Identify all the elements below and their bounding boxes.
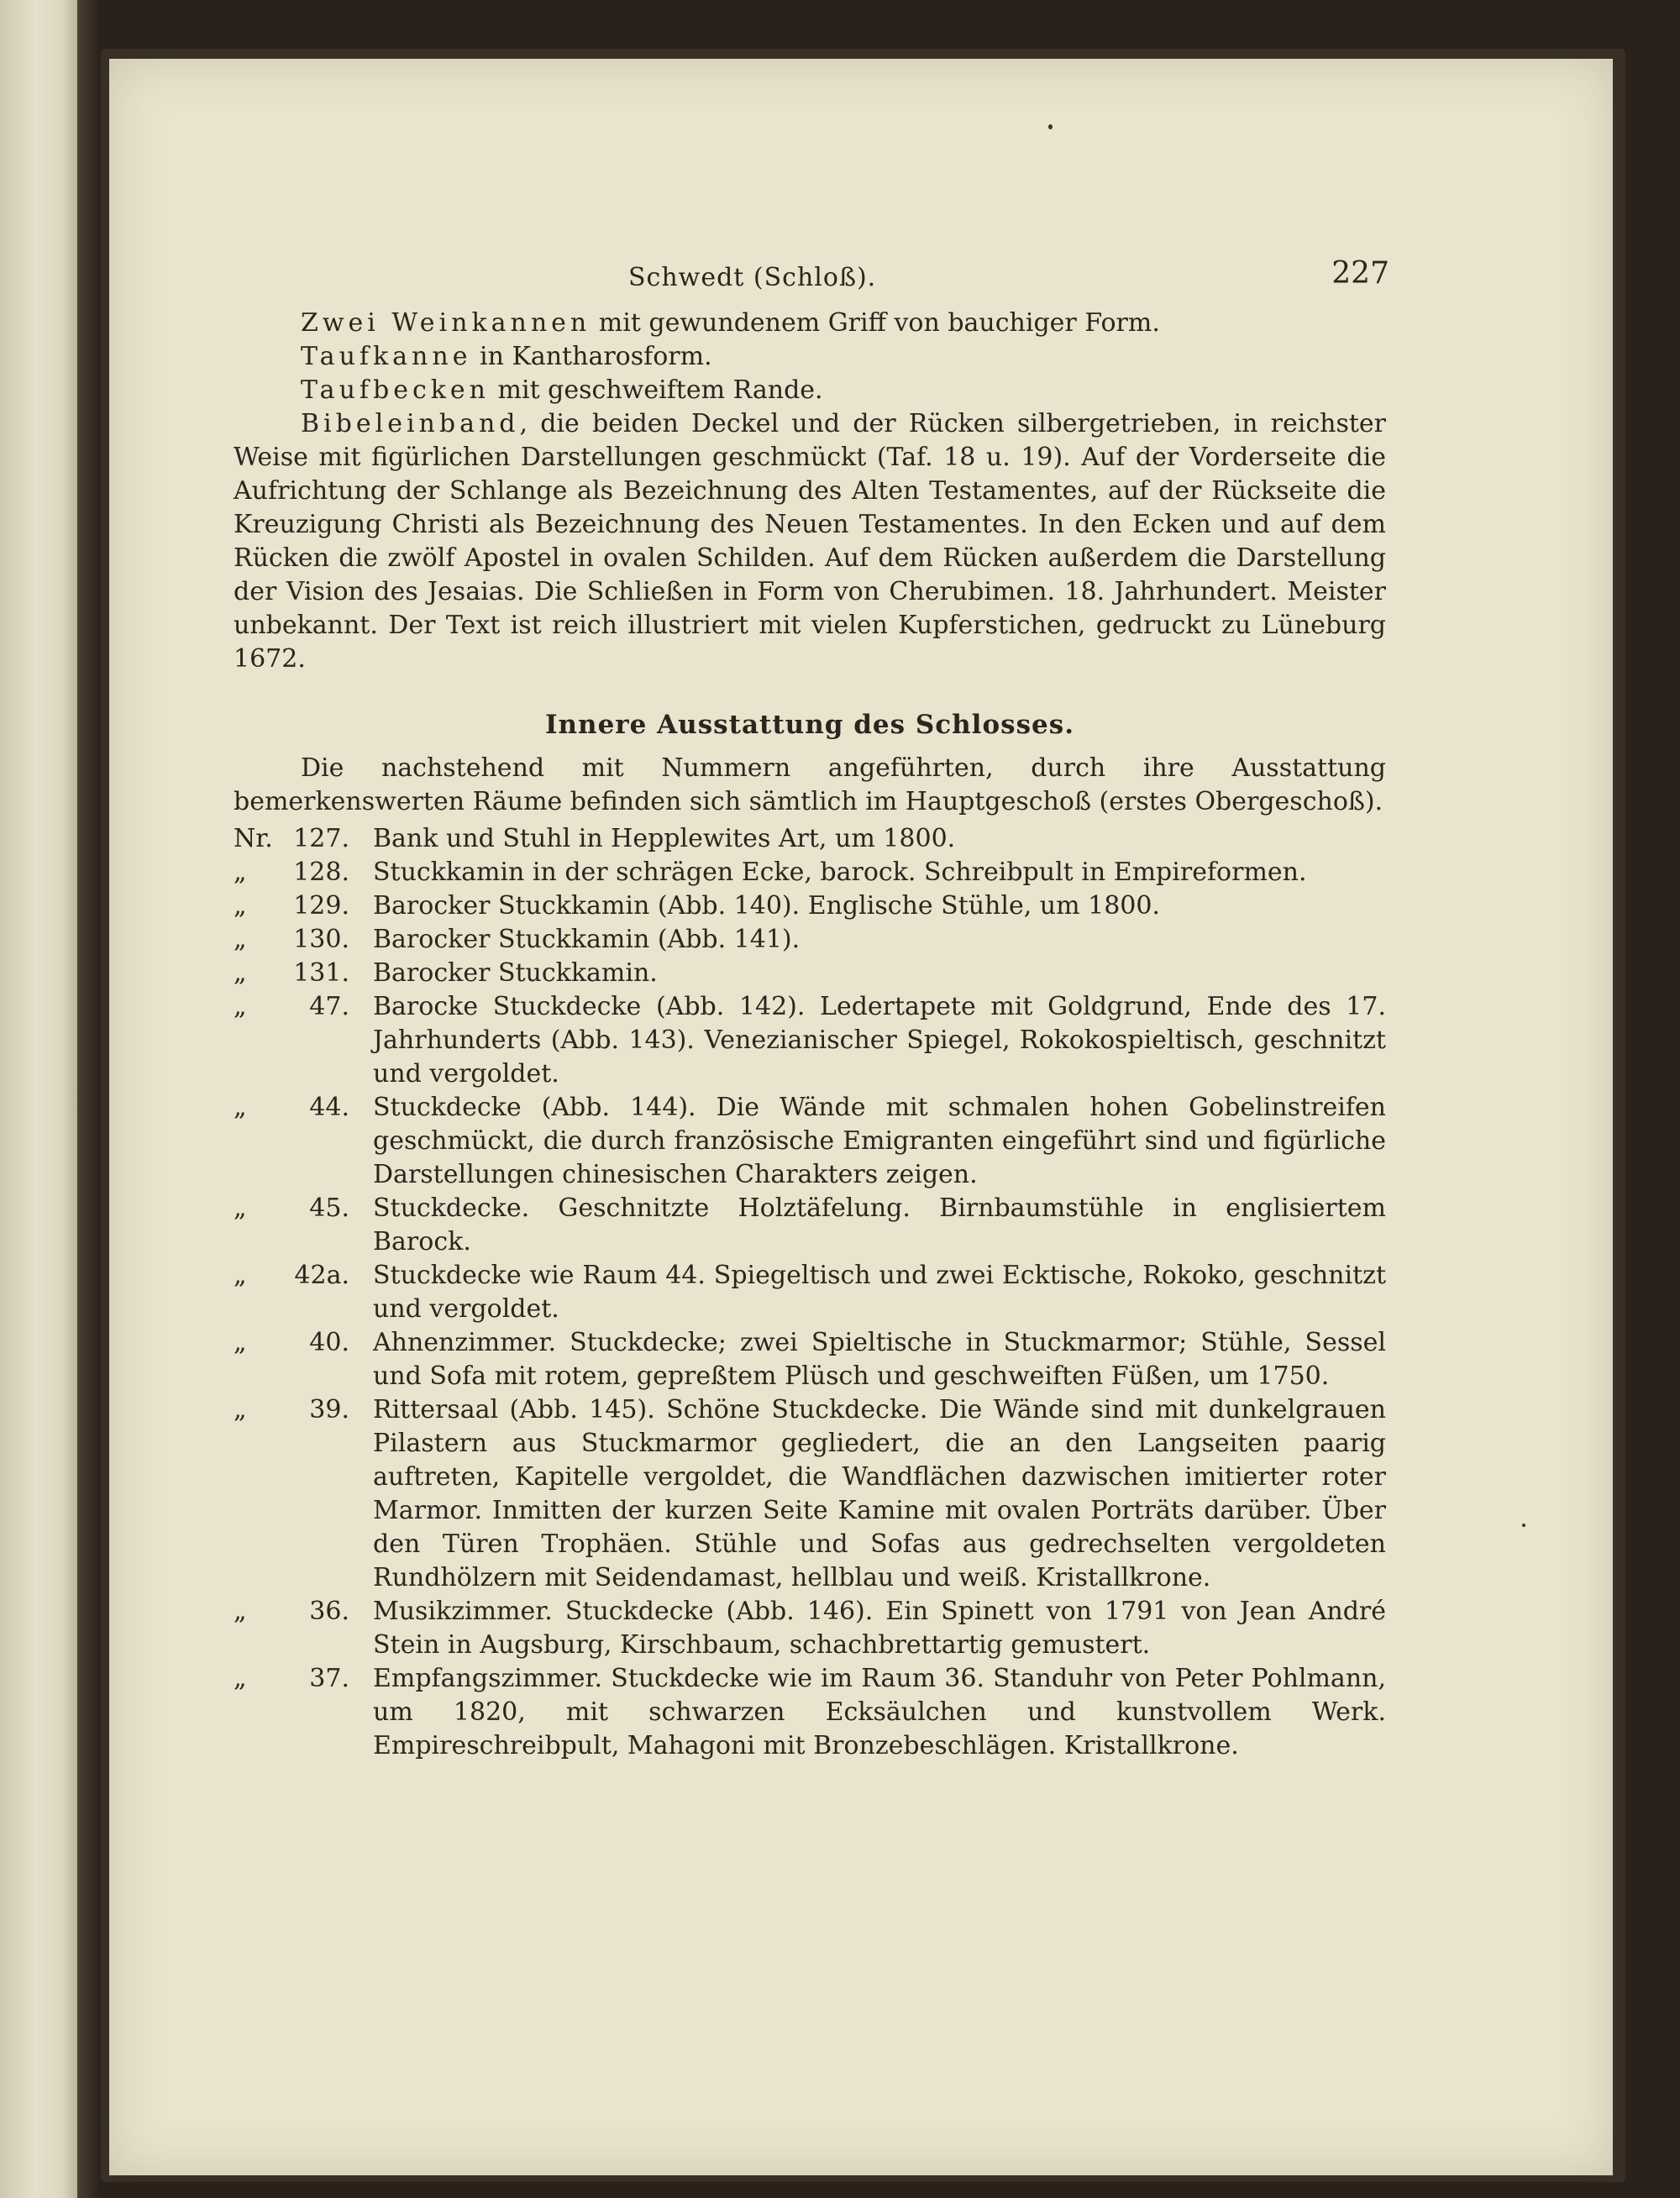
room-entry bbox=[234, 1326, 1386, 1393]
intro-items bbox=[234, 307, 1386, 676]
room-prefix: Nr. bbox=[234, 824, 273, 853]
room-entry bbox=[234, 856, 1386, 889]
running-title: Schwedt (Schloß). bbox=[628, 263, 877, 292]
room-entry bbox=[234, 1259, 1386, 1326]
room-entry bbox=[234, 822, 1386, 856]
page-number: 227 bbox=[1331, 256, 1389, 291]
section-intro: Die nachstehend mit Nummern angeführten, durch ihre Ausstattung bemerkenswerten Räume befinden sich sämtlich im Hauptgeschoß (erstes Obergeschoß). bbox=[234, 753, 1386, 816]
item-title: Taufkanne bbox=[301, 342, 472, 371]
room-entry bbox=[234, 1662, 1386, 1763]
room-prefix: „ bbox=[234, 858, 247, 887]
item-title: Taufbecken bbox=[301, 375, 491, 405]
room-prefix: „ bbox=[234, 1261, 247, 1290]
room-number: 47. bbox=[309, 992, 349, 1021]
room-entry bbox=[234, 1595, 1386, 1662]
room-number: 44. bbox=[309, 1093, 349, 1122]
item-text: in Kantharosform. bbox=[471, 342, 712, 371]
room-number: 131. bbox=[293, 958, 349, 988]
item-title: Bibeleinband bbox=[301, 409, 520, 438]
left-page-edge bbox=[0, 0, 77, 2198]
room-number: 127. bbox=[293, 824, 349, 853]
room-description: Stuckdecke. Geschnitzte Holztäfelung. Birnbaumstühle in englisiertem Barock. bbox=[373, 1193, 1386, 1256]
room-entry bbox=[234, 990, 1386, 1091]
list-item bbox=[234, 307, 1386, 340]
room-prefix: „ bbox=[234, 1328, 247, 1357]
section-heading: Innere Ausstattung des Schlosses. bbox=[544, 710, 1074, 740]
item-text: mit geschweiftem Rande. bbox=[490, 375, 823, 405]
list-item bbox=[234, 374, 1386, 407]
speck-mark bbox=[1522, 1524, 1525, 1527]
room-entry bbox=[234, 923, 1386, 957]
room-description: Empfangszimmer. Stuckdecke wie im Raum 36. Standuhr von Peter Pohlmann, um 1820, mit schwarzen Ecksäulchen und kunstvollem Werk. Empireschreibpult, Mahagoni mit Bronzebeschlägen. Kristallkrone. bbox=[373, 1664, 1386, 1760]
room-entry bbox=[234, 1091, 1386, 1192]
room-description: Stuckkamin in der schrägen Ecke, barock. Schreibpult in Empireformen. bbox=[373, 858, 1307, 887]
book-page bbox=[109, 59, 1613, 2175]
room-number: 129. bbox=[293, 891, 349, 921]
room-description: Rittersaal (Abb. 145). Schöne Stuckdecke. Die Wände sind mit dunkelgrauen Pilastern aus Stuckmarmor gegliedert, die an den Langseiten paarig auftreten, Kapitelle vergoldet, die Wandflächen dazwischen imitierter roter Marmor. Inmitten der kurzen Seite Kamine mit ovalen Porträts darüber. Über den Türen Trophäen. Stühle und Sofas aus gedrechselten vergoldeten Rundhölzern mit Seidendamast, hellblau und weiß. Kristallkrone. bbox=[373, 1395, 1386, 1592]
room-entry bbox=[234, 957, 1386, 990]
room-prefix: „ bbox=[234, 1193, 247, 1223]
room-number: 130. bbox=[293, 925, 349, 954]
room-prefix: „ bbox=[234, 925, 247, 954]
room-entry bbox=[234, 1393, 1386, 1595]
list-item bbox=[234, 407, 1386, 676]
room-description: Ahnenzimmer. Stuckdecke; zwei Spieltische in Stuckmarmor; Stühle, Sessel und Sofa mit rotem, gepreßtem Plüsch und geschweiften Füßen, um 1750. bbox=[373, 1328, 1386, 1391]
room-description: Barocke Stuckdecke (Abb. 142). Ledertapete mit Goldgrund, Ende des 17. Jahrhunderts (Abb. 143). Venezianischer Spiegel, Rokokospieltisch, geschnitzt und vergoldet. bbox=[373, 992, 1386, 1089]
room-number: 39. bbox=[309, 1395, 349, 1424]
list-item bbox=[234, 340, 1386, 374]
room-number: 40. bbox=[309, 1328, 349, 1357]
room-description: Stuckdecke (Abb. 144). Die Wände mit schmalen hohen Gobelinstreifen geschmückt, die durch französische Emigranten eingeführt sind und figürliche Darstellungen chinesischen Charakters zeigen. bbox=[373, 1093, 1386, 1189]
room-prefix: „ bbox=[234, 1395, 247, 1424]
book-gutter bbox=[77, 0, 101, 2198]
room-prefix: „ bbox=[234, 1093, 247, 1122]
speck-mark bbox=[1048, 124, 1053, 129]
room-number: 42a. bbox=[294, 1261, 349, 1290]
room-entry bbox=[234, 889, 1386, 923]
room-prefix: „ bbox=[234, 958, 247, 988]
item-text: mit gewundenem Griff von bauchiger Form. bbox=[591, 308, 1160, 338]
room-number: 37. bbox=[309, 1664, 349, 1693]
item-text: , die beiden Deckel und der Rücken silbergetrieben, in reichster Weise mit figürlichen Darstellungen geschmückt (Taf. 18 u. 19). Auf der Vorderseite die Aufrichtung der Schlange als Bezeichnung des Alten Testamentes, auf der Rückseite die Kreuzigung Christi als Bezeichnung des Neuen Testamentes. In den Ecken und auf dem Rücken die zwölf Apostel in ovalen Schilden. Auf dem Rücken außerdem die Darstellung der Vision des Jesaias. Die Schließen in Form von Cherubimen. 18. Jahrhundert. Meister unbekannt. Der Text ist reich illustriert mit vielen Kupferstichen, gedruckt zu Lüneburg 1672. bbox=[234, 409, 1386, 674]
room-list bbox=[234, 822, 1386, 1763]
room-description: Barocker Stuckkamin (Abb. 141). bbox=[373, 925, 801, 954]
room-description: Musikzimmer. Stuckdecke (Abb. 146). Ein Spinett von 1791 von Jean André Stein in Augsburg, Kirschbaum, schachbrettartig gemustert. bbox=[373, 1597, 1386, 1660]
room-number: 128. bbox=[293, 858, 349, 887]
room-number: 36. bbox=[309, 1597, 349, 1626]
room-prefix: „ bbox=[234, 1664, 247, 1693]
room-number: 45. bbox=[309, 1193, 349, 1223]
item-title: Zwei Weinkannen bbox=[301, 308, 591, 338]
running-header bbox=[234, 256, 1389, 307]
room-description: Stuckdecke wie Raum 44. Spiegeltisch und zwei Ecktische, Rokoko, geschnitzt und vergoldet. bbox=[373, 1261, 1386, 1324]
room-description: Barocker Stuckkamin (Abb. 140). Englische Stühle, um 1800. bbox=[373, 891, 1160, 921]
room-description: Barocker Stuckkamin. bbox=[373, 958, 658, 988]
room-entry bbox=[234, 1192, 1386, 1259]
room-prefix: „ bbox=[234, 891, 247, 921]
room-description: Bank und Stuhl in Hepplewites Art, um 1800. bbox=[373, 824, 956, 853]
room-prefix: „ bbox=[234, 1597, 247, 1626]
page-content bbox=[234, 256, 1389, 1763]
room-prefix: „ bbox=[234, 992, 247, 1021]
